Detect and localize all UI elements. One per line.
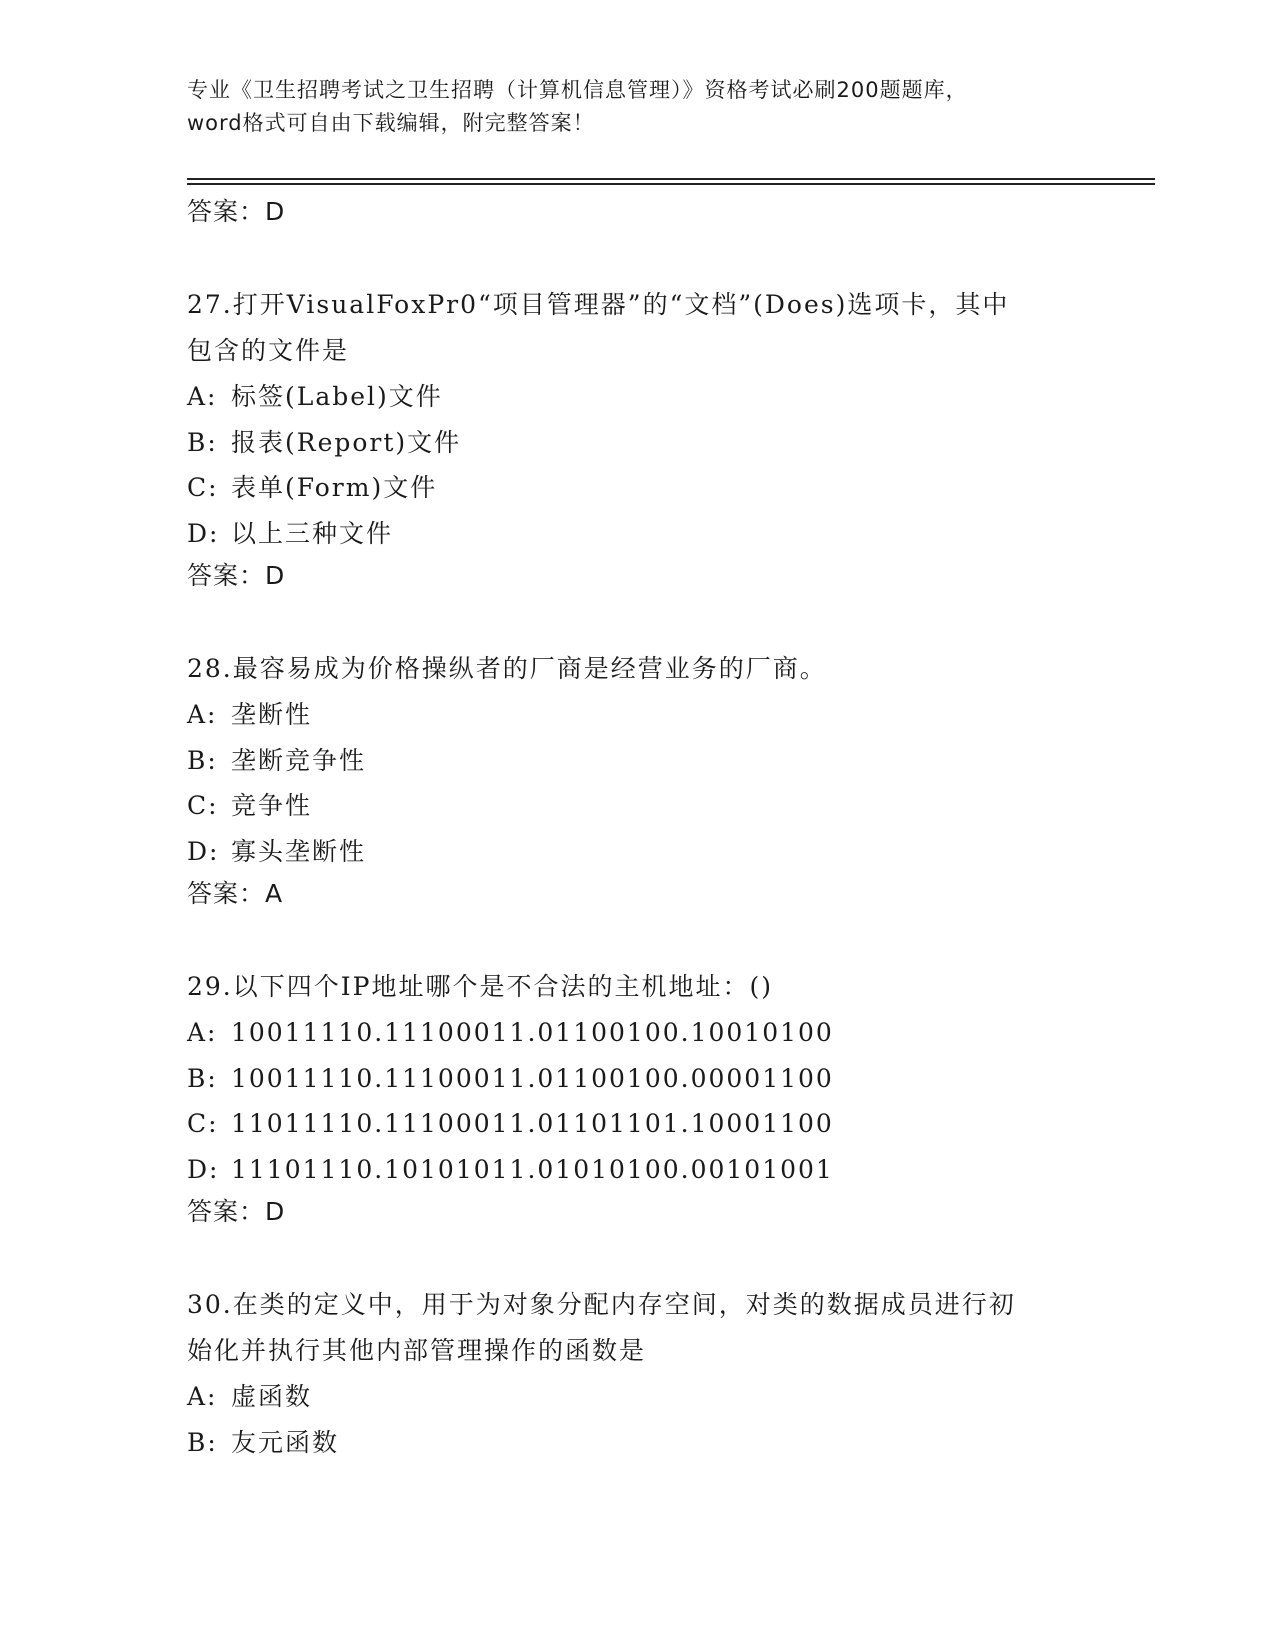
answer-line: 答案：D	[187, 197, 286, 226]
question-29	[187, 964, 1087, 1232]
question-stem-line: 29.以下四个IP地址哪个是不合法的主机地址：()	[187, 972, 773, 1001]
option-b	[187, 738, 1087, 784]
option-text: 10011110.11100011.01100100.10010100	[231, 1018, 834, 1047]
option-text: 友元函数	[231, 1427, 340, 1457]
answer-line: 答案：A	[187, 879, 284, 908]
option-letter: D:	[187, 836, 220, 866]
question-28	[187, 646, 1087, 914]
option-c	[187, 1101, 1087, 1147]
question-stem	[187, 282, 1087, 374]
option-b	[187, 420, 1087, 466]
option-text: 标签(Label)文件	[231, 382, 443, 411]
option-letter: B:	[187, 1427, 218, 1457]
option-letter: B:	[187, 745, 218, 775]
option-text: 垄断性	[231, 700, 313, 729]
option-d	[187, 1147, 1087, 1193]
option-a	[187, 374, 1087, 420]
option-text: 竞争性	[231, 791, 313, 820]
option-a	[187, 1374, 1087, 1420]
question-stem-line: 始化并执行其他内部管理操作的函数是	[187, 1336, 647, 1365]
option-d	[187, 829, 1087, 875]
header-rule-bottom	[187, 183, 1155, 185]
document-body	[187, 192, 1087, 1465]
option-text: 垄断竞争性	[231, 745, 367, 775]
option-b	[187, 1420, 1087, 1466]
option-letter: C:	[187, 1109, 219, 1138]
option-letter: B:	[187, 427, 218, 457]
option-text: 寡头垄断性	[231, 836, 367, 866]
option-letter: D:	[187, 1154, 220, 1184]
answer-line: 答案：D	[187, 561, 286, 590]
option-letter: A:	[187, 1018, 218, 1047]
option-letter: D:	[187, 518, 220, 548]
option-letter: A:	[187, 382, 218, 411]
option-a	[187, 1010, 1087, 1056]
option-d	[187, 511, 1087, 557]
question-stem	[187, 964, 1087, 1010]
question-stem-line: 28.最容易成为价格操纵者的厂商是经营业务的厂商。	[187, 654, 827, 683]
header-rule-top	[187, 178, 1155, 180]
question-27	[187, 282, 1087, 596]
answer-line: 答案：D	[187, 1197, 286, 1226]
option-text: 11101110.10101011.01010100.00101001	[231, 1154, 834, 1184]
header-line-2: word格式可自由下载编辑，附完整答案！	[187, 111, 595, 135]
header-line-1: 专业《卫生招聘考试之卫生招聘（计算机信息管理）》资格考试必刷200题题库，	[187, 78, 968, 102]
option-c	[187, 465, 1087, 511]
option-text: 报表(Report)文件	[231, 427, 462, 457]
question-stem-line: 包含的文件是	[187, 336, 350, 365]
option-letter: B:	[187, 1063, 218, 1093]
question-30	[187, 1282, 1087, 1465]
question-stem	[187, 646, 1087, 692]
question-stem-line: 27.打开VisualFoxPr0“项目管理器”的“文档”(Does)选项卡，其中	[187, 290, 1010, 319]
option-text: 表单(Form)文件	[231, 473, 438, 502]
option-text: 11011110.11100011.01101101.10001100	[231, 1109, 834, 1138]
question-stem	[187, 1282, 1087, 1374]
question-stem-line: 30.在类的定义中，用于为对象分配内存空间，对类的数据成员进行初	[187, 1290, 1016, 1319]
document-header	[187, 74, 1087, 140]
option-text: 虚函数	[231, 1382, 313, 1411]
option-letter: A:	[187, 700, 218, 729]
option-c	[187, 783, 1087, 829]
option-letter: A:	[187, 1382, 218, 1411]
option-letter: C:	[187, 473, 219, 502]
option-a	[187, 692, 1087, 738]
option-letter: C:	[187, 791, 219, 820]
option-text: 10011110.11100011.01100100.00001100	[231, 1063, 834, 1093]
option-text: 以上三种文件	[231, 518, 394, 548]
option-b	[187, 1056, 1087, 1102]
